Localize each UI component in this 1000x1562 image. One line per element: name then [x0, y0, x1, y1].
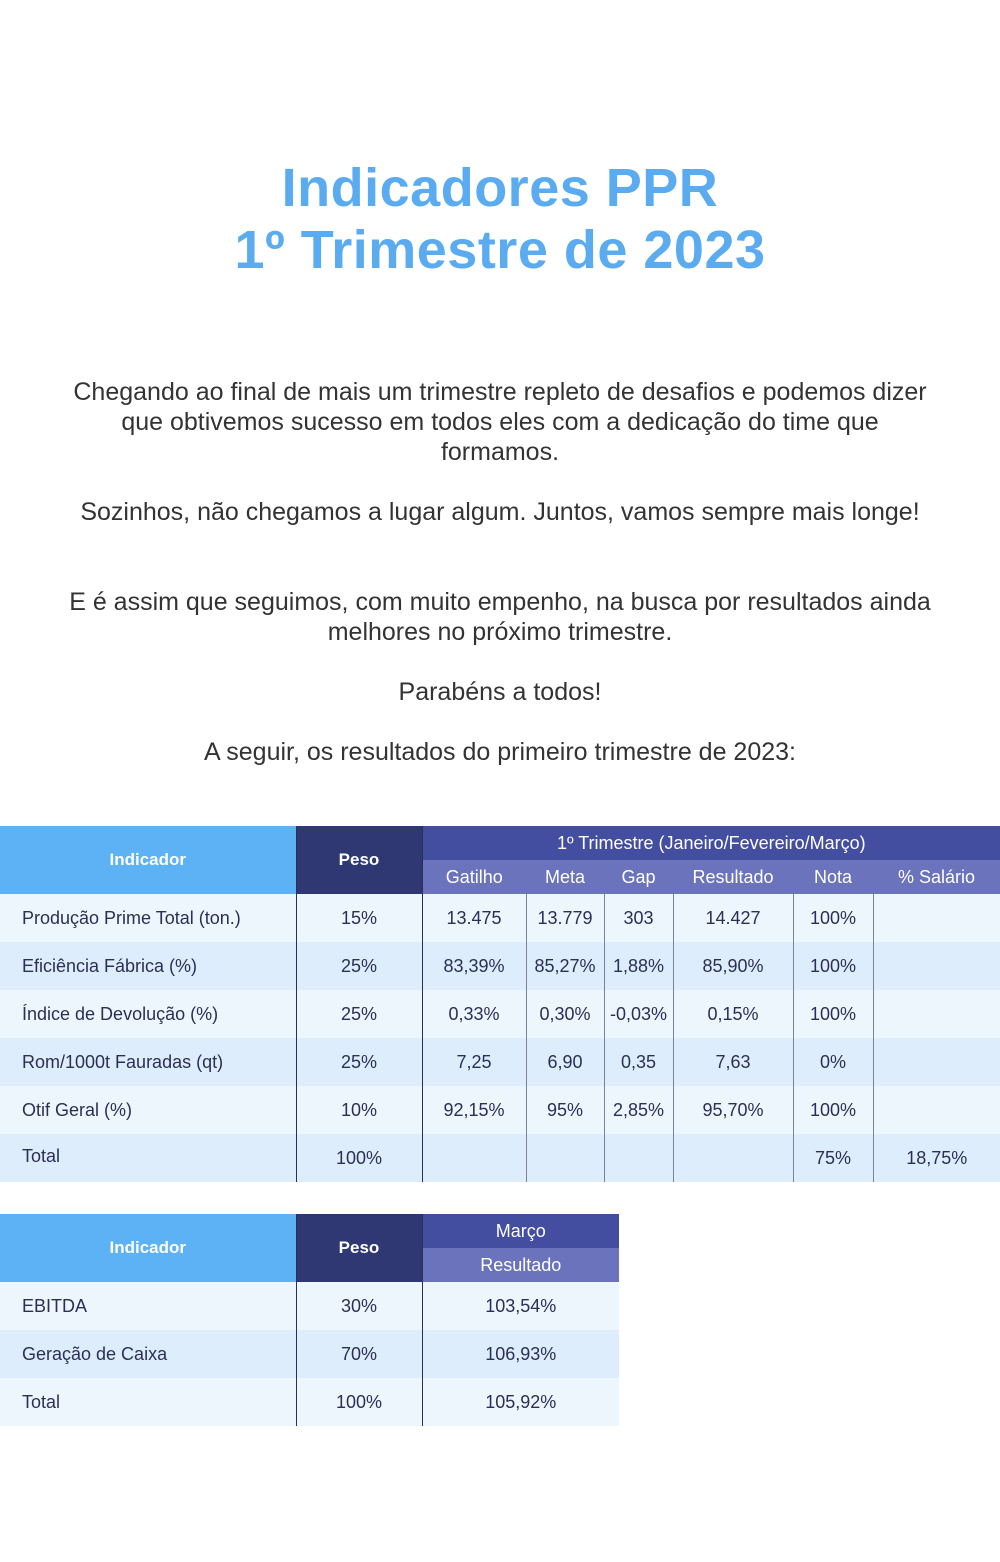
march-indicators-table [0, 1214, 619, 1426]
cell-peso: 100% [296, 1378, 422, 1426]
col-group-header-trimestre: 1º Trimestre (Janeiro/Fevereiro/Março) [422, 826, 1000, 860]
cell-gap: 303 [604, 894, 673, 942]
cell-gatilho: 13.475 [422, 894, 526, 942]
cell-resultado: 105,92% [422, 1378, 619, 1426]
col-group-header-marco: Março [422, 1214, 619, 1248]
cell-gap [604, 1134, 673, 1182]
page-title-line1: Indicadores PPR [281, 158, 719, 218]
cell-nota: 100% [793, 894, 873, 942]
cell-resultado: 103,54% [422, 1282, 619, 1330]
col-header-gap: Gap [604, 860, 673, 894]
table-row [0, 1038, 1000, 1086]
cell-gap: 1,88% [604, 942, 673, 990]
col-header-peso: Peso [296, 1214, 422, 1282]
cell-salario [873, 894, 1000, 942]
cell-resultado [673, 1134, 793, 1182]
cell-gap: 0,35 [604, 1038, 673, 1086]
col-header-meta: Meta [526, 860, 604, 894]
cell-peso: 70% [296, 1330, 422, 1378]
cell-indicador: Otif Geral (%) [0, 1086, 296, 1134]
table-row [0, 1330, 619, 1378]
quarterly-indicators-table [0, 826, 1000, 1182]
cell-resultado: 7,63 [673, 1038, 793, 1086]
cell-indicador: Índice de Devolução (%) [0, 990, 296, 1038]
table-row [0, 1086, 1000, 1134]
col-header-resultado: Resultado [673, 860, 793, 894]
cell-gap: 2,85% [604, 1086, 673, 1134]
intro-paragraph-1: Chegando ao final de mais um trimestre repleto de desafios e podemos dizer que obtivemos sucesso em todos eles com a dedicação do time que formamos. [73, 378, 927, 466]
cell-indicador: Rom/1000t Fauradas (qt) [0, 1038, 296, 1086]
cell-gatilho [422, 1134, 526, 1182]
cell-resultado: 85,90% [673, 942, 793, 990]
cell-peso: 25% [296, 990, 422, 1038]
col-header-salario: % Salário [873, 860, 1000, 894]
cell-peso: 30% [296, 1282, 422, 1330]
cell-meta: 85,27% [526, 942, 604, 990]
cell-resultado: 14.427 [673, 894, 793, 942]
intro-paragraph-2: Sozinhos, não chegamos a lugar algum. Juntos, vamos sempre mais longe! [80, 498, 920, 526]
intro-paragraph-5: A seguir, os resultados do primeiro trimestre de 2023: [204, 738, 796, 766]
cell-resultado: 106,93% [422, 1330, 619, 1378]
cell-meta: 6,90 [526, 1038, 604, 1086]
cell-nota: 75% [793, 1134, 873, 1182]
cell-peso: 100% [296, 1134, 422, 1182]
cell-nota: 100% [793, 1086, 873, 1134]
cell-resultado: 95,70% [673, 1086, 793, 1134]
cell-resultado: 0,15% [673, 990, 793, 1038]
cell-gatilho: 92,15% [422, 1086, 526, 1134]
cell-peso: 10% [296, 1086, 422, 1134]
table-total-row [0, 1378, 619, 1426]
cell-gatilho: 83,39% [422, 942, 526, 990]
cell-gatilho: 0,33% [422, 990, 526, 1038]
cell-peso: 25% [296, 1038, 422, 1086]
table-row [0, 942, 1000, 990]
cell-salario [873, 1038, 1000, 1086]
cell-nota: 100% [793, 990, 873, 1038]
cell-salario [873, 1086, 1000, 1134]
col-header-indicador: Indicador [0, 826, 296, 894]
table-total-row [0, 1134, 1000, 1182]
cell-gap: -0,03% [604, 990, 673, 1038]
table-row [0, 894, 1000, 942]
cell-meta: 0,30% [526, 990, 604, 1038]
page-title-line2: 1º Trimestre de 2023 [234, 220, 766, 280]
cell-indicador: Eficiência Fábrica (%) [0, 942, 296, 990]
cell-gatilho: 7,25 [422, 1038, 526, 1086]
cell-meta: 13.779 [526, 894, 604, 942]
cell-meta [526, 1134, 604, 1182]
col-header-peso: Peso [296, 826, 422, 894]
cell-meta: 95% [526, 1086, 604, 1134]
col-header-indicador: Indicador [0, 1214, 296, 1282]
cell-salario [873, 990, 1000, 1038]
intro-paragraph-4: Parabéns a todos! [398, 678, 602, 706]
intro-paragraph-3: E é assim que seguimos, com muito empenho, na busca por resultados ainda melhores no próximo trimestre. [69, 588, 931, 646]
cell-salario: 18,75% [873, 1134, 1000, 1182]
cell-indicador: Total [0, 1134, 296, 1182]
cell-indicador: Produção Prime Total (ton.) [0, 894, 296, 942]
cell-nota: 0% [793, 1038, 873, 1086]
table-row [0, 990, 1000, 1038]
cell-nota: 100% [793, 942, 873, 990]
table-row [0, 1282, 619, 1330]
col-header-gatilho: Gatilho [422, 860, 526, 894]
cell-indicador: Total [0, 1378, 296, 1426]
cell-indicador: EBITDA [0, 1282, 296, 1330]
col-header-resultado: Resultado [422, 1248, 619, 1282]
col-header-nota: Nota [793, 860, 873, 894]
cell-indicador: Geração de Caixa [0, 1330, 296, 1378]
cell-salario [873, 942, 1000, 990]
cell-peso: 25% [296, 942, 422, 990]
cell-peso: 15% [296, 894, 422, 942]
